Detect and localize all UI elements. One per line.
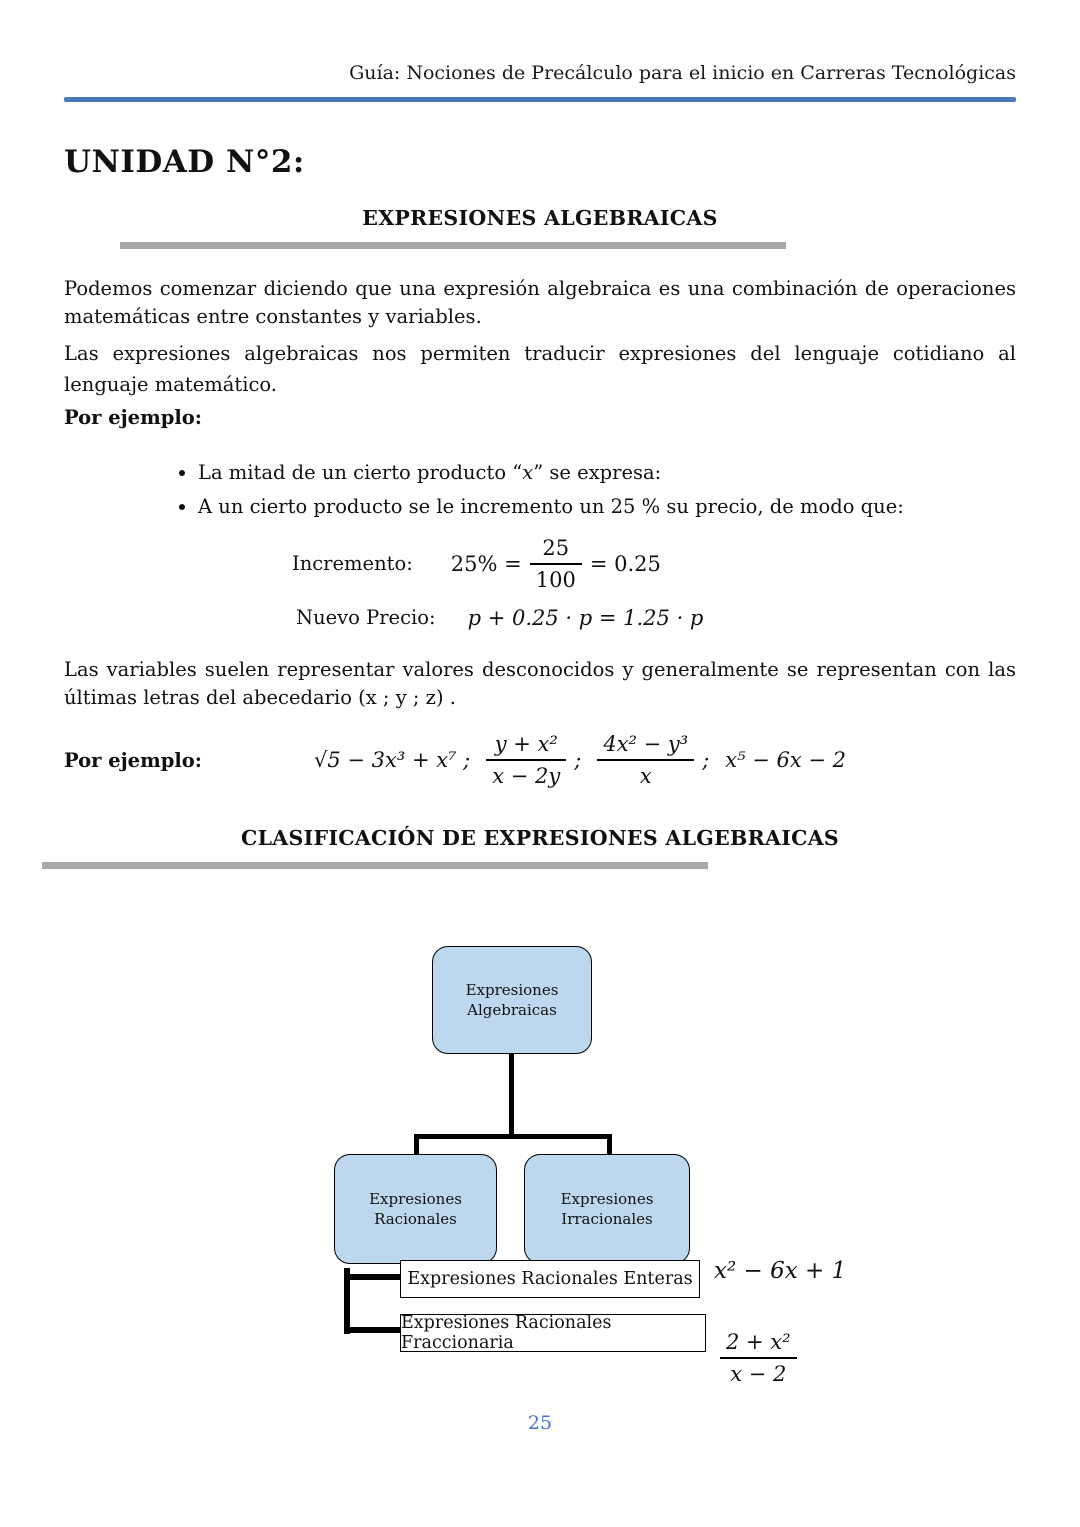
separator: ; (574, 748, 582, 773)
unit-title: UNIDAD N°2: (64, 144, 305, 180)
classification-underline-bar (42, 862, 708, 869)
leaf-label: Expresiones Racionales Enteras (407, 1269, 693, 1289)
classification-diagram (0, 928, 1080, 1410)
incremento-label: Incremento: (292, 552, 413, 576)
fraction-denominator: x − 2y (492, 764, 561, 789)
fraction-numerator: 2 + x² (720, 1330, 797, 1359)
fraction (597, 732, 694, 788)
fraction (486, 732, 566, 788)
paragraph-variables: Las variables suelen representar valores desconocidos y generalmente se representan con las últimas letras del abecedario (x ; y ; z) . (64, 657, 1016, 710)
page-header: Guía: Nociones de Precálculo para el inicio en Carreras Tecnológicas (349, 62, 1016, 84)
formula-expr-2: x⁵ − 6x − 2 (725, 748, 847, 773)
node-expresiones-irracionales (524, 1154, 690, 1264)
separator: ; (702, 748, 710, 773)
ejemplo-formulas-row (64, 732, 1016, 788)
fraction-denominator: 100 (535, 567, 576, 592)
node-label: Expresiones Irracionales (560, 1189, 654, 1228)
fraction-denominator: x (639, 764, 652, 789)
formula-expr-1: √5 − 3x³ + x⁷ ; (313, 748, 471, 773)
bullet-item-incremento (198, 495, 1016, 518)
connector-stub-right (607, 1134, 612, 1156)
page-number: 25 (527, 1412, 553, 1434)
section-underline-bar (120, 242, 786, 249)
leaf-label: Expresiones Racionales Fraccionaria (401, 1313, 612, 1353)
nuevo-precio-row (296, 606, 1016, 630)
bullet-text-pre: La mitad de un cierto producto “ (198, 460, 523, 484)
por-ejemplo-label-2: Por ejemplo: (64, 748, 202, 772)
node-label: Expresiones Algebraicas (465, 980, 559, 1019)
bullet-list (64, 461, 1016, 518)
formula-fraction-2 (597, 732, 709, 788)
incremento-rhs: = 0.25 (589, 551, 661, 576)
incremento-row (292, 536, 1016, 592)
bullet-item-mitad (198, 461, 1016, 484)
formula-fraccionaria-example (720, 1330, 797, 1386)
paragraph-intro-1: Podemos comenzar diciendo que una expresión algebraica es una combinación de operaciones matemáticas entre constantes y variables. (64, 277, 1016, 329)
nuevo-precio-label: Nuevo Precio: (296, 606, 436, 630)
bullet-variable: x (522, 460, 534, 484)
box-racionales-enteras (400, 1260, 700, 1298)
formula-enteras-example: x² − 6x + 1 (714, 1258, 847, 1284)
node-label: Expresiones Racionales (369, 1189, 462, 1228)
por-ejemplo-label: Por ejemplo: (64, 405, 202, 429)
fraction (720, 1330, 797, 1386)
fraction-numerator: y + x² (486, 732, 566, 761)
connector-elbow-bottom (344, 1327, 400, 1333)
formula-fraction-1 (486, 732, 581, 788)
box-racionales-fraccionaria (400, 1314, 706, 1352)
nuevo-precio-formula: p + 0.25 · p = 1.25 · p (467, 605, 704, 630)
paragraph-intro-2: Las expresiones algebraicas nos permiten traducir expresiones del lenguaje cotidiano al lenguaje matemático. (64, 341, 1016, 396)
classification-title: CLASIFICACIÓN DE EXPRESIONES ALGEBRAICAS (240, 826, 840, 851)
connector-elbow-top (344, 1274, 400, 1280)
fraction-denominator: x − 2 (730, 1362, 787, 1386)
bullet-text: A un cierto producto se le incremento un 25 % su precio, de modo que: (198, 494, 904, 518)
incremento-fraction (530, 536, 582, 592)
node-expresiones-algebraicas (432, 946, 592, 1054)
incremento-lhs: 25% = (450, 551, 522, 576)
fraction-numerator: 4x² − y³ (597, 732, 694, 761)
bullet-text-post: ” se expresa: (533, 460, 662, 484)
node-expresiones-racionales (334, 1154, 497, 1264)
header-rule (64, 97, 1016, 102)
section-title: EXPRESIONES ALGEBRAICAS (362, 206, 718, 230)
connector-horizontal (414, 1134, 612, 1139)
incremento-formula (451, 536, 661, 592)
connector-stub-left (414, 1134, 419, 1156)
connector-root-vertical (509, 1054, 514, 1136)
fraction-numerator: 25 (530, 536, 582, 565)
